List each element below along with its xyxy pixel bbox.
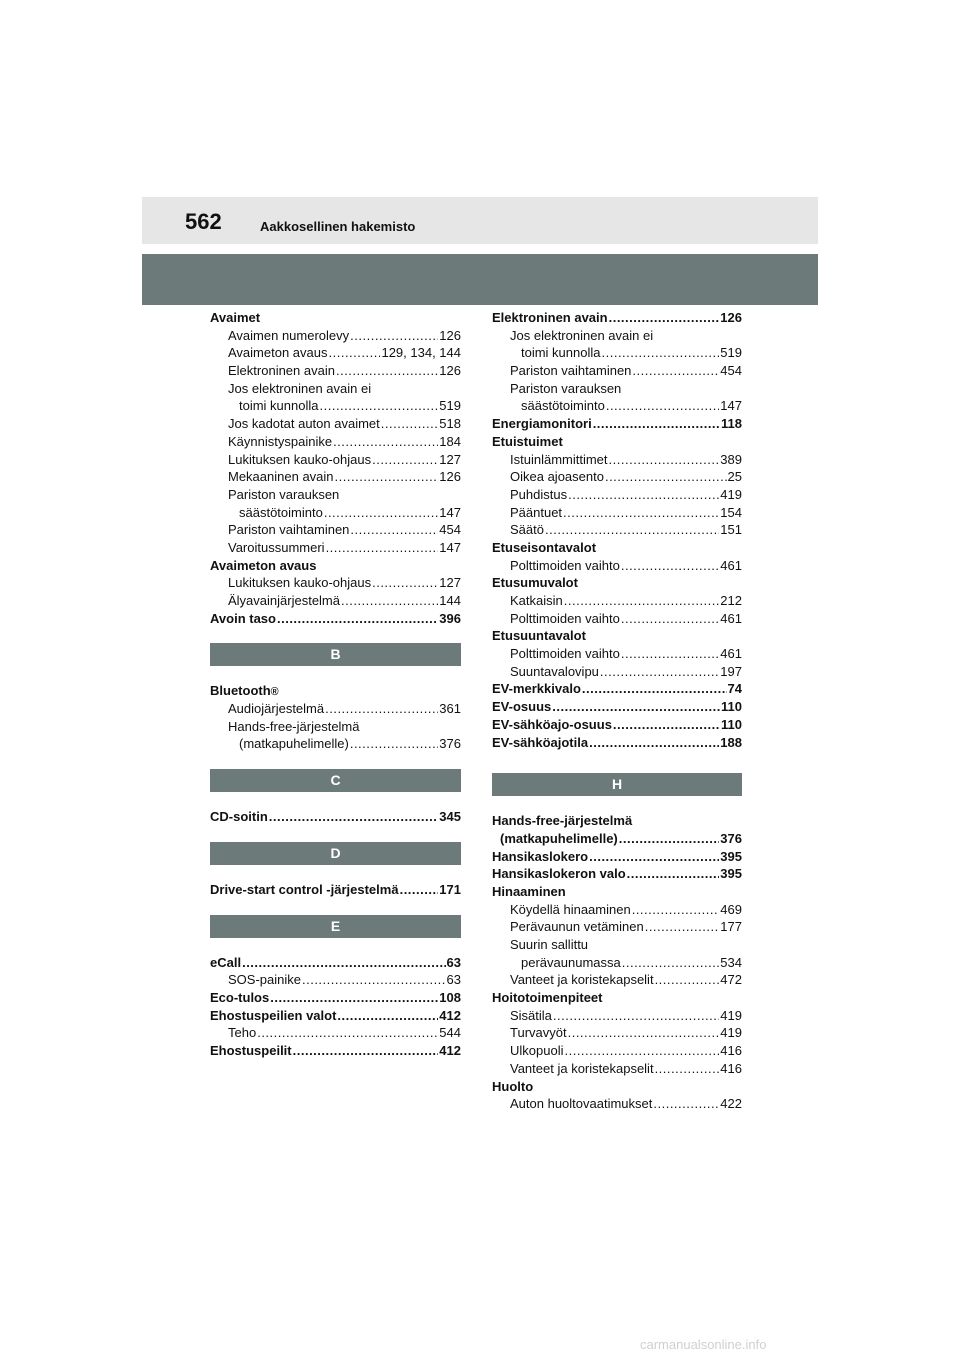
header-band xyxy=(142,254,818,305)
dot-leader xyxy=(609,451,720,469)
index-entry-page: 147 xyxy=(439,539,461,555)
index-entry-term: Eco-tulos xyxy=(210,989,270,1005)
index-entry-page: 412 xyxy=(439,1042,461,1058)
index-entry-page: 419 xyxy=(720,1007,742,1023)
index-entry-term: Polttimoiden vaihto xyxy=(510,646,620,662)
index-entry xyxy=(492,971,742,989)
index-entry-page: 416 xyxy=(720,1060,742,1076)
index-entry-term: Etuistuimet xyxy=(492,433,563,449)
index-entry xyxy=(492,327,742,345)
index-entry-page: 534 xyxy=(720,954,742,970)
dot-leader xyxy=(372,451,438,469)
dot-leader xyxy=(621,557,719,575)
index-entry xyxy=(210,1007,461,1025)
index-entry-page: 151 xyxy=(720,522,742,538)
index-entry xyxy=(210,468,461,486)
index-entry xyxy=(210,380,461,398)
index-entry-page: 126 xyxy=(720,310,742,325)
dot-leader xyxy=(606,397,719,415)
index-entry-term: Suuntavalovipu xyxy=(510,663,599,679)
page-header xyxy=(142,197,818,244)
index-entry-term: Hands-free-järjestelmä xyxy=(228,718,360,734)
index-entry-page: 469 xyxy=(720,901,742,917)
dot-leader xyxy=(302,971,446,989)
index-entry-term: Lukituksen kauko-ohjaus xyxy=(228,451,372,467)
index-entry-term: Istuinlämmittimet xyxy=(510,451,608,467)
dot-leader xyxy=(293,1042,439,1060)
index-entry-page: 197 xyxy=(720,663,742,679)
index-entry xyxy=(492,1078,742,1096)
index-entry-term: Hansikaslokero xyxy=(492,848,589,864)
index-entry-term: Avaimeton avaus xyxy=(228,345,328,361)
index-entry-page: 412 xyxy=(439,1007,461,1023)
dot-leader xyxy=(609,309,720,327)
dot-leader xyxy=(621,610,719,628)
index-entry xyxy=(492,627,742,645)
dot-leader xyxy=(337,1007,438,1025)
index-entry xyxy=(210,1042,461,1060)
index-entry-term: Audiojärjestelmä xyxy=(228,701,325,717)
index-entry-page: 422 xyxy=(720,1096,742,1112)
index-entry-term: Pariston varauksen xyxy=(228,486,340,502)
index-entry xyxy=(492,645,742,663)
index-entry-term: Avaimet xyxy=(210,310,261,325)
index-entry-page: 118 xyxy=(721,416,742,432)
index-entry xyxy=(492,1060,742,1078)
index-entry-page: 395 xyxy=(720,866,742,882)
index-entry-page: 518 xyxy=(439,416,461,432)
index-entry xyxy=(492,865,742,883)
index-entry xyxy=(492,883,742,901)
index-entry xyxy=(210,504,461,522)
dot-leader xyxy=(270,989,438,1007)
registered-mark: ® xyxy=(270,686,279,699)
index-entry-term: Säätö xyxy=(510,522,544,538)
entries-a xyxy=(210,309,461,627)
letter-heading-e: E xyxy=(210,915,461,938)
index-entry-term: EV-osuus xyxy=(492,699,552,715)
index-entry-page: 74 xyxy=(727,681,742,697)
index-entry xyxy=(492,610,742,628)
dot-leader xyxy=(329,344,381,362)
index-entry-term: Pariston vaihtaminen xyxy=(510,363,632,379)
letter-heading-b: B xyxy=(210,643,461,666)
index-entry-term: Elektroninen avain xyxy=(228,363,335,379)
dot-leader xyxy=(653,1095,719,1113)
index-entry-page: 345 xyxy=(439,809,461,825)
dot-leader xyxy=(632,362,719,380)
dot-leader xyxy=(602,344,720,362)
dot-leader xyxy=(564,1042,719,1060)
index-entry xyxy=(492,1007,742,1025)
index-entry-term: Energiamonitori xyxy=(492,416,592,432)
index-entry xyxy=(492,592,742,610)
index-entry-page: 127 xyxy=(439,575,461,591)
index-entry-page: 147 xyxy=(439,504,461,520)
entries-c xyxy=(210,808,461,826)
index-entry-term: perävaunumassa xyxy=(521,954,621,970)
index-entry xyxy=(492,557,742,575)
dot-leader xyxy=(341,592,438,610)
index-entry xyxy=(492,936,742,954)
index-entry xyxy=(492,812,742,830)
dot-leader xyxy=(242,954,445,972)
index-entry-term: Oikea ajoasento xyxy=(510,469,604,485)
index-entry xyxy=(492,486,742,504)
index-entry-page: 188 xyxy=(720,734,742,750)
dot-leader xyxy=(568,1024,720,1042)
dot-leader xyxy=(589,848,719,866)
index-entry-page: 108 xyxy=(439,989,461,1005)
index-entry xyxy=(492,734,742,752)
index-entry xyxy=(492,1024,742,1042)
index-entry xyxy=(210,718,461,736)
entries-h xyxy=(492,812,742,1113)
index-entry-term: Varoitussummeri xyxy=(228,539,325,555)
dot-leader xyxy=(655,1060,720,1078)
index-entry-term: Turvavyöt xyxy=(510,1025,567,1041)
index-entry xyxy=(210,954,461,972)
index-entry xyxy=(210,1024,461,1042)
index-entry xyxy=(210,881,461,899)
index-entry xyxy=(210,451,461,469)
index-entry xyxy=(492,1095,742,1113)
index-entry-term: Avoin taso xyxy=(210,610,276,626)
index-entry-term: Jos kadotat auton avaimet xyxy=(228,416,380,432)
dot-leader xyxy=(605,468,727,486)
index-entry-page: 519 xyxy=(720,345,742,361)
dot-leader xyxy=(277,610,438,628)
index-entry-page: 154 xyxy=(720,504,742,520)
index-entry-term: Hoitotoimenpiteet xyxy=(492,990,603,1006)
index-entry xyxy=(492,433,742,451)
index-entry xyxy=(492,504,742,522)
index-entry-page: 147 xyxy=(720,398,742,414)
dot-leader xyxy=(333,433,438,451)
index-entry-page: 110 xyxy=(721,699,742,715)
dot-leader xyxy=(582,680,727,698)
index-entry-page: 519 xyxy=(439,398,461,414)
index-entry-term: Mekaaninen avain xyxy=(228,469,334,485)
dot-leader xyxy=(552,698,720,716)
dot-leader xyxy=(372,574,438,592)
index-entry xyxy=(210,362,461,380)
dot-leader xyxy=(325,700,438,718)
dot-leader xyxy=(593,415,720,433)
index-entry xyxy=(210,344,461,362)
index-entry-page: 171 xyxy=(439,881,461,897)
index-entry xyxy=(492,574,742,592)
index-entry-page: 416 xyxy=(720,1043,742,1059)
index-entry-page: 144 xyxy=(439,593,461,608)
index-entry-term: (matkapuhelimelle) xyxy=(500,830,618,846)
index-entry xyxy=(492,521,742,539)
index-entry-term: Etuseisontavalot xyxy=(492,539,597,555)
index-entry-term: Pariston varauksen xyxy=(510,380,622,396)
index-entry xyxy=(492,830,742,848)
index-entry-page: 454 xyxy=(720,363,742,379)
index-entry xyxy=(210,433,461,451)
dot-leader xyxy=(564,592,720,610)
index-entry xyxy=(492,918,742,936)
index-entry xyxy=(492,680,742,698)
watermark: carmanualsonline.info xyxy=(640,1337,767,1352)
dot-leader xyxy=(619,830,720,848)
index-entry xyxy=(210,700,461,718)
index-entry-term: toimi kunnolla xyxy=(239,398,319,414)
index-entry xyxy=(492,344,742,362)
index-entry-term: CD-soitin xyxy=(210,809,268,825)
index-entry-term: Etusumuvalot xyxy=(492,575,578,591)
dot-leader xyxy=(545,521,719,539)
dot-leader xyxy=(621,645,719,663)
index-entry-term: Polttimoiden vaihto xyxy=(510,610,620,626)
index-entry-term: Jos elektroninen avain ei xyxy=(510,327,654,343)
index-entry-page: 376 xyxy=(720,830,742,846)
entries-b xyxy=(210,682,461,753)
dot-leader xyxy=(336,362,438,380)
index-entry-term: Elektroninen avain xyxy=(492,310,608,325)
letter-heading-h: H xyxy=(492,773,742,796)
index-entry xyxy=(492,397,742,415)
index-entry-term: Etusuuntavalot xyxy=(492,628,586,644)
index-entry-page: 396 xyxy=(439,610,461,626)
index-entry xyxy=(210,557,461,575)
index-entry-page: 395 xyxy=(720,848,742,864)
dot-leader xyxy=(257,1024,438,1042)
index-entry xyxy=(210,735,461,753)
index-entry-page: 461 xyxy=(720,610,742,626)
index-entry-term: Auton huoltovaatimukset xyxy=(510,1096,653,1112)
index-entry xyxy=(492,415,742,433)
index-entry-page: 126 xyxy=(439,327,461,343)
index-entry xyxy=(492,539,742,557)
dot-leader xyxy=(645,918,720,936)
index-entry-term: Käynnistyspainike xyxy=(228,433,333,449)
letter-heading-d: D xyxy=(210,842,461,865)
index-entry-page: 127 xyxy=(439,451,461,467)
index-entry xyxy=(492,362,742,380)
index-entry xyxy=(492,698,742,716)
dot-leader xyxy=(563,504,719,522)
index-entry xyxy=(210,808,461,826)
index-entry xyxy=(210,971,461,989)
index-entry-term: Bluetooth xyxy=(210,683,271,699)
dot-leader xyxy=(269,808,439,826)
index-entry xyxy=(492,901,742,919)
index-entry-term: Köydellä hinaaminen xyxy=(510,901,631,917)
index-entry xyxy=(210,397,461,415)
index-entry-page: 461 xyxy=(720,557,742,573)
index-entry-term: Polttimoiden vaihto xyxy=(510,557,620,573)
index-entry-term: Perävaunun vetäminen xyxy=(510,919,644,935)
index-entry-term: Vanteet ja koristekapselit xyxy=(510,1060,654,1076)
dot-leader xyxy=(632,901,720,919)
index-entry-page: 419 xyxy=(720,1025,742,1041)
entries-e-cont xyxy=(492,309,742,751)
index-entry xyxy=(492,989,742,1007)
index-entry xyxy=(210,682,461,700)
dot-leader xyxy=(381,415,439,433)
entries-d xyxy=(210,881,461,899)
index-entry-page: 544 xyxy=(439,1025,461,1041)
index-entry-term: Suurin sallittu xyxy=(510,937,589,952)
dot-leader xyxy=(326,539,439,557)
index-entry-page: 472 xyxy=(720,972,742,988)
dot-leader xyxy=(400,881,439,899)
index-entry-term: Teho xyxy=(228,1025,257,1041)
index-entry-term: Pääntuet xyxy=(510,504,563,520)
index-entry-page: 25 xyxy=(727,469,742,485)
index-entry-term: Jos elektroninen avain ei xyxy=(228,380,372,396)
dot-leader xyxy=(553,1007,719,1025)
index-entry-term: toimi kunnolla xyxy=(521,345,601,361)
index-entry xyxy=(210,574,461,592)
index-entry xyxy=(210,539,461,557)
index-entry-page: 461 xyxy=(720,646,742,662)
dot-leader xyxy=(613,716,720,734)
index-entry xyxy=(210,989,461,1007)
dot-leader xyxy=(589,734,719,752)
index-entry xyxy=(210,521,461,539)
entries-e xyxy=(210,954,461,1060)
dot-leader xyxy=(350,327,438,345)
index-entry-page: 361 xyxy=(439,701,461,717)
dot-leader xyxy=(627,865,720,883)
index-entry-page: 129, 134, 144 xyxy=(381,345,461,361)
dot-leader xyxy=(350,521,438,539)
index-entry-term: Huolto xyxy=(492,1078,534,1094)
index-entry-page: 184 xyxy=(439,433,461,449)
index-entry xyxy=(492,663,742,681)
index-entry-page: 419 xyxy=(720,486,742,502)
index-column-left xyxy=(210,309,461,1060)
index-entry-term: Ehostuspeilit xyxy=(210,1042,292,1058)
index-entry-page: 177 xyxy=(720,919,742,935)
index-entry xyxy=(210,309,461,327)
index-entry-page: 212 xyxy=(720,593,742,608)
index-entry-term: Katkaisin xyxy=(510,593,563,608)
index-entry-page: 63 xyxy=(446,954,461,970)
index-entry xyxy=(210,486,461,504)
index-entry xyxy=(210,610,461,628)
index-entry-page: 389 xyxy=(720,451,742,467)
index-entry-term: Avaimeton avaus xyxy=(210,557,317,573)
index-entry-term: Hansikaslokeron valo xyxy=(492,866,626,882)
index-entry xyxy=(492,380,742,398)
index-entry-term: Lukituksen kauko-ohjaus xyxy=(228,575,372,591)
index-entry xyxy=(492,451,742,469)
index-entry xyxy=(492,848,742,866)
dot-leader xyxy=(655,971,720,989)
index-entry-term: Pariston vaihtaminen xyxy=(228,522,350,538)
index-entry-page: 126 xyxy=(439,363,461,379)
index-entry-page: 110 xyxy=(721,716,742,732)
index-column-right xyxy=(492,309,742,1113)
index-entry xyxy=(492,468,742,486)
index-entry xyxy=(210,327,461,345)
index-entry-term: EV-merkkivalo xyxy=(492,681,581,697)
index-entry-term: Ulkopuoli xyxy=(510,1043,564,1059)
dot-leader xyxy=(335,468,439,486)
dot-leader xyxy=(600,663,719,681)
index-entry xyxy=(492,716,742,734)
index-entry-page: 376 xyxy=(439,736,461,752)
dot-leader xyxy=(622,954,720,972)
index-entry xyxy=(210,415,461,433)
index-entry-term: Hinaaminen xyxy=(492,883,566,899)
index-entry xyxy=(492,954,742,972)
index-entry-page: 63 xyxy=(446,972,461,988)
index-entry-term: säästötoiminto xyxy=(521,398,605,414)
index-entry-term: EV-sähköajotila xyxy=(492,734,589,750)
index-entry-term: Älyavainjärjestelmä xyxy=(228,593,340,608)
index-entry-term: Hands-free-järjestelmä xyxy=(492,813,633,829)
index-entry xyxy=(492,309,742,327)
index-entry-term: Vanteet ja koristekapselit xyxy=(510,972,654,988)
index-entry-term: Avaimen numerolevy xyxy=(228,327,350,343)
index-entry-term: Ehostuspeilien valot xyxy=(210,1007,337,1023)
index-entry-term: säästötoiminto xyxy=(239,504,323,520)
section-title: Aakkosellinen hakemisto xyxy=(260,219,416,234)
index-entry-term: EV-sähköajo-osuus xyxy=(492,716,612,732)
dot-leader xyxy=(350,735,438,753)
index-entry-page: 454 xyxy=(439,522,461,538)
index-entry xyxy=(492,1042,742,1060)
dot-leader xyxy=(324,504,438,522)
index-entry xyxy=(210,592,461,610)
index-entry-term: Puhdistus xyxy=(510,486,568,502)
index-entry-term: (matkapuhelimelle) xyxy=(239,736,349,752)
dot-leader xyxy=(568,486,719,504)
index-entry-term: Sisätila xyxy=(510,1007,552,1023)
index-entry-term: SOS-painike xyxy=(228,972,301,988)
page-number: 562 xyxy=(185,209,222,234)
dot-leader xyxy=(320,397,439,415)
index-entry-term: eCall xyxy=(210,954,242,970)
index-entry-term: Drive-start control -järjestelmä xyxy=(210,881,399,897)
letter-heading-c: C xyxy=(210,769,461,792)
index-entry-page: 126 xyxy=(439,469,461,485)
